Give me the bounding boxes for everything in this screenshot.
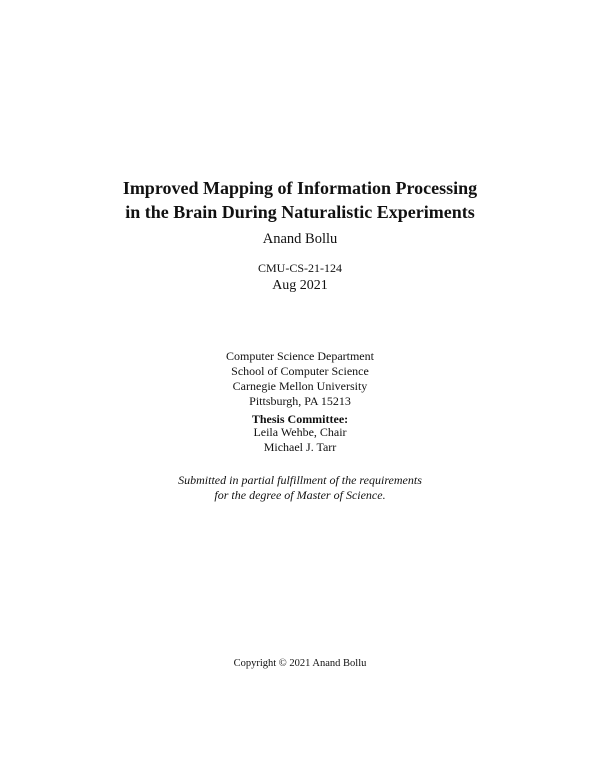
thesis-title [0,176,600,224]
report-number: CMU-CS-21-124 [257,261,342,275]
submission-statement [0,473,600,503]
copyright-notice: Copyright © 2021 Anand Bollu [233,658,367,669]
author-name: Anand Bollu [262,231,338,247]
thesis-title-line-2: in the Brain During Naturalistic Experiments [125,202,475,222]
committee-member: Michael J. Tarr [263,440,337,454]
committee-heading: Thesis Committee: [251,412,349,426]
committee-members [0,425,600,455]
submission-line-2: for the degree of Master of Science. [214,488,386,502]
thesis-title-line-1: Improved Mapping of Information Processing [122,178,478,198]
affiliation-school: School of Computer Science [231,364,369,378]
submission-line-1: Submitted in partial fulfillment of the requirements [178,473,422,487]
affiliation-address: Pittsburgh, PA 15213 [249,394,351,408]
affiliation-block [0,349,600,409]
affiliation-department: Computer Science Department [226,349,374,363]
publication-date: Aug 2021 [272,278,328,293]
affiliation-university: Carnegie Mellon University [232,379,368,393]
committee-member-chair: Leila Wehbe, Chair [253,425,347,439]
